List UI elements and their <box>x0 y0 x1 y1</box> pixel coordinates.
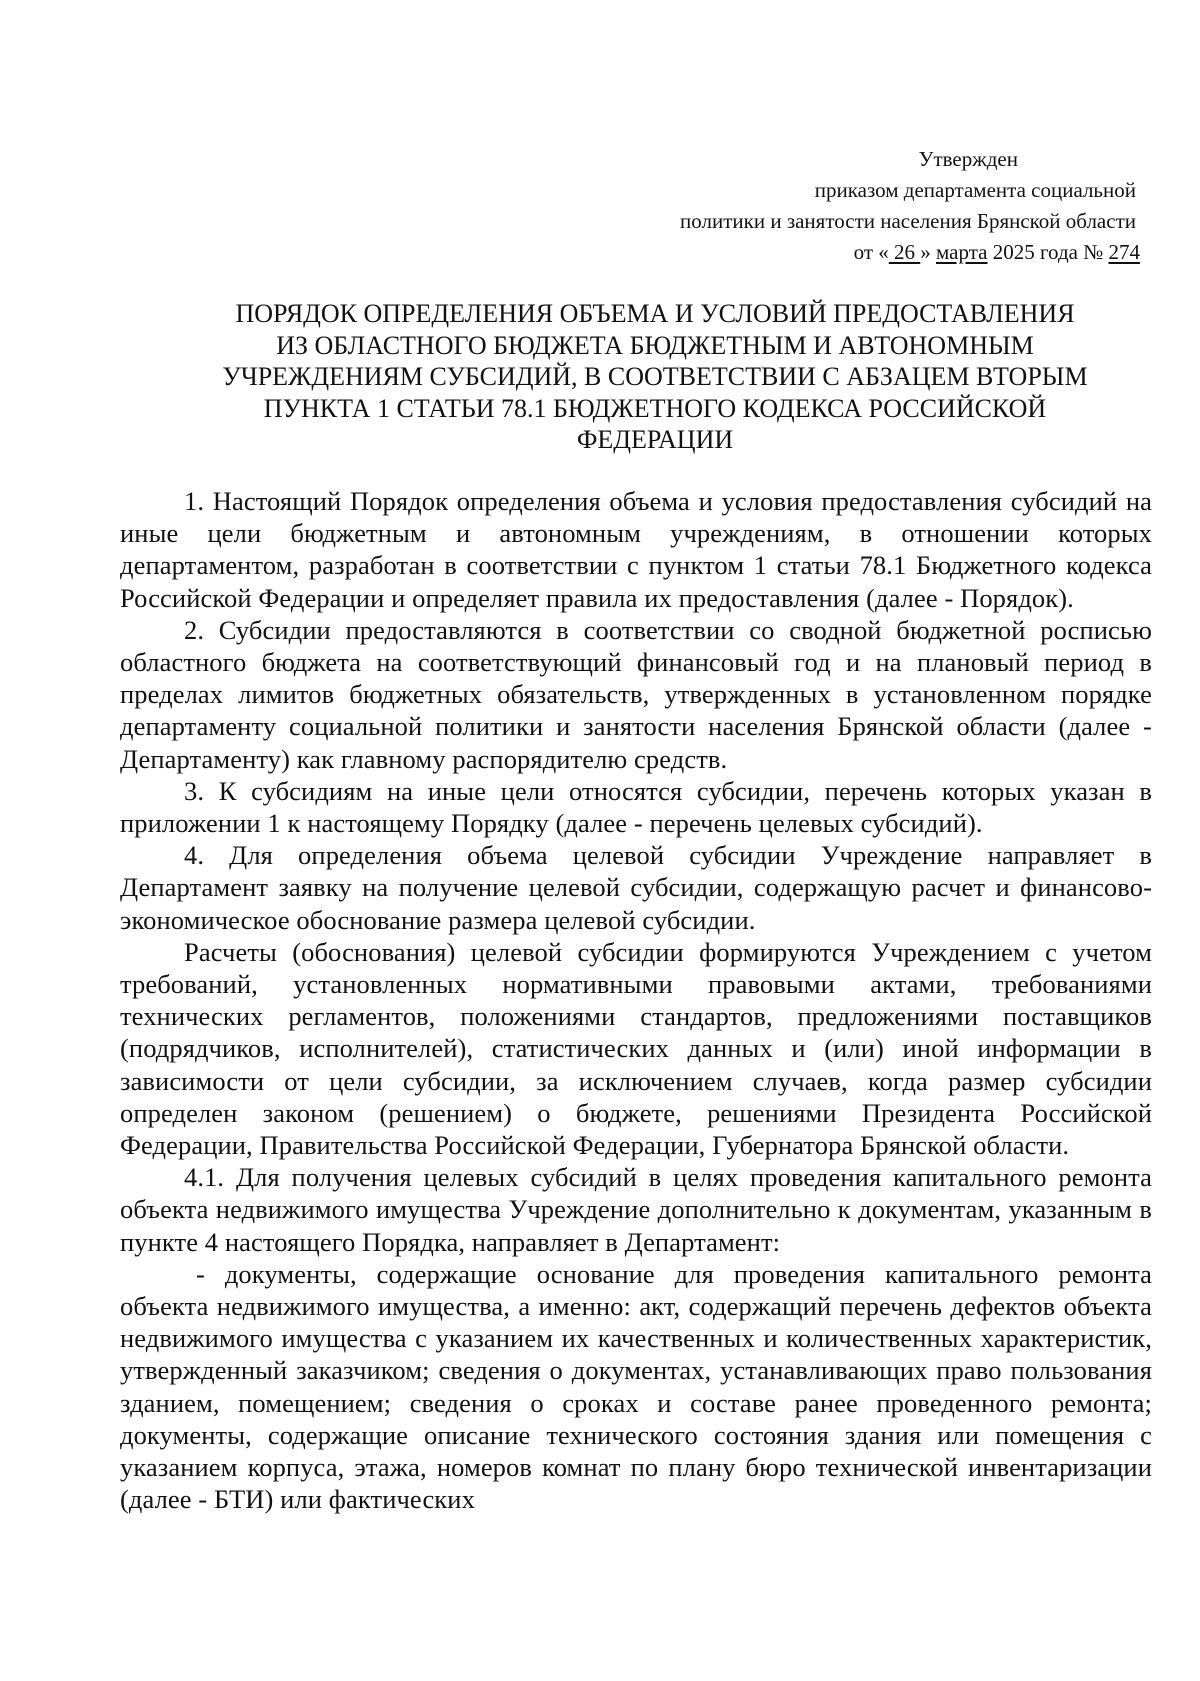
paragraph-1: 1. Настоящий Порядок определения объема и условия предоставления субсидий на иные цели бюджетным и автономным учреждениям, в отношении которых департаментом, разработан в соответствии с пунктом 1 статьи 78.1 Бюджетного кодекса Российской Федерации и определяет правила их предоставления (далее - Порядок). <box>120 486 1152 613</box>
document-title <box>125 298 1185 456</box>
title-line: ПУНКТА 1 СТАТЬИ 78.1 БЮДЖЕТНОГО КОДЕКСА РОССИЙСКОЙ <box>263 393 1047 423</box>
date-sep: » <box>920 240 931 264</box>
date-prefix: от « <box>853 240 889 264</box>
order-number: 274 <box>1108 240 1140 264</box>
date-year: 2025 года № <box>987 240 1104 264</box>
date-day: 26 <box>888 240 921 264</box>
paragraph-4: 4. Для определения объема целевой субсидии Учреждение направляет в Департамент заявку на получение целевой субсидии, содержащую расчет и финансово-экономическое обоснование размера целевой субсидии. <box>120 840 1152 935</box>
title-line: УЧРЕЖДЕНИЯМ СУБСИДИЙ, В СООТВЕТСТВИИ С АБЗАЦЕМ ВТОРЫМ <box>222 362 1088 391</box>
paragraph-3: 3. К субсидиям на иные цели относятся субсидии, перечень которых указан в приложении 1 к настоящему Порядку (далее - перечень целевых субсидий). <box>120 775 1152 839</box>
paragraph-4-calculations: Расчеты (обоснования) целевой субсидии формируются Учреждением с учетом требований, установленных нормативными правовыми актами, требованиями технических регламентов, положениями стандартов, предложениями поставщиков (подрядчиков, исполнителей), статистических данных и (или) иной информации в зависимости от цели субсидии, за исключением случаев, когда размер субсидии определен законом (решением) о бюджете, решениями Президента Российской Федерации, Правительства Российской Федерации, Губернатора Брянской области. <box>120 936 1152 1161</box>
title-line: ФЕДЕРАЦИИ <box>576 425 734 454</box>
paragraph-4-1: 4.1. Для получения целевых субсидий в целях проведения капитального ремонта объекта недвижимого имущества Учреждение дополнительно к документам, указанным в пункте 4 настоящего Порядка, направляет в Департамент: <box>120 1162 1152 1257</box>
date-month: марта <box>936 240 988 264</box>
document-body <box>120 485 1152 1516</box>
approval-department-line: политики и занятости населения Брянской области <box>680 209 1136 233</box>
approval-title: Утвержден <box>918 147 1018 171</box>
approval-order-line: приказом департамента социальной <box>814 178 1136 202</box>
approval-date-line <box>560 237 1140 268</box>
title-line: ПОРЯДОК ОПРЕДЕЛЕНИЯ ОБЪЕМА И УСЛОВИЙ ПРЕДОСТАВЛЕНИЯ <box>235 299 1075 328</box>
paragraph-2: 2. Субсидии предоставляются в соответствии со сводной бюджетной росписью областного бюджета на соответствующий финансовый год и на плановый период в пределах лимитов бюджетных обязательств, утвержденных в установленном порядке департаменту социальной политики и занятости населения Брянской области (далее - Департаменту) как главному распорядителю средств. <box>120 614 1152 774</box>
approval-stamp <box>560 144 1140 268</box>
paragraph-4-1-documents: - документы, содержащие основание для проведения капитального ремонта объекта недвижимого имущества, а именно: акт, содержащий перечень дефектов объекта недвижимого имущества с указанием их качественных и количественных характеристик, утвержденный заказчиком; сведения о документах, устанавливающих право пользования зданием, помещением; сведения о сроках и составе ранее проведенного ремонта; документы, содержащие описание технического состояния здания или помещения с указанием корпуса, этажа, номеров комнат по плану бюро технической инвентаризации (далее - БТИ) или фактических <box>120 1258 1152 1515</box>
title-line: ИЗ ОБЛАСТНОГО БЮДЖЕТА БЮДЖЕТНЫМ И АВТОНОМНЫМ <box>276 330 1034 360</box>
